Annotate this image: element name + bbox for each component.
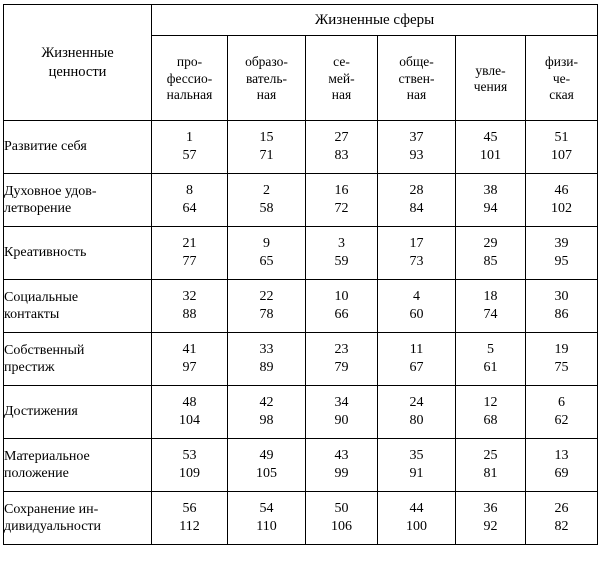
- data-cell: [378, 386, 456, 439]
- cell-bottom-value: 66: [334, 307, 349, 322]
- column-header-social: [378, 36, 456, 121]
- cell-bottom-value: 80: [409, 413, 424, 428]
- data-cell: [228, 333, 306, 386]
- cell-top-value: 37: [409, 129, 424, 145]
- cell-top-value: 35: [409, 447, 424, 463]
- cell-top-value: 3: [338, 235, 345, 251]
- column-header-line: ная: [406, 87, 427, 103]
- cell-bottom-value: 64: [182, 201, 197, 216]
- corner-header-cell: [4, 5, 152, 121]
- data-cell: [152, 333, 228, 386]
- column-header-line: мей-: [328, 70, 355, 86]
- cell-bottom-value: 86: [554, 307, 569, 322]
- table-row: [4, 174, 598, 227]
- data-cell: [456, 174, 526, 227]
- cell-top-value: 53: [182, 447, 197, 463]
- cell-top-value: 49: [259, 447, 274, 463]
- cell-bottom-value: 67: [409, 360, 424, 375]
- column-header-family: [306, 36, 378, 121]
- row-label-line: Креативность: [4, 245, 87, 261]
- table-header-row-top: [4, 5, 598, 36]
- cell-bottom-value: 65: [259, 254, 274, 269]
- cell-top-value: 50: [334, 500, 349, 516]
- cell-bottom-value: 75: [554, 360, 569, 375]
- cell-bottom-value: 89: [259, 360, 274, 375]
- data-cell: [456, 280, 526, 333]
- data-cell: [152, 174, 228, 227]
- data-cell: [526, 333, 598, 386]
- data-cell: [526, 492, 598, 545]
- data-cell: [378, 492, 456, 545]
- cell-bottom-value: 84: [409, 201, 424, 216]
- document-page: [0, 4, 600, 568]
- column-header-line: образо-: [245, 54, 288, 70]
- row-label-own-prestige: [4, 333, 152, 386]
- data-cell: [378, 174, 456, 227]
- cell-bottom-value: 62: [554, 413, 569, 428]
- cell-bottom-value: 93: [409, 148, 424, 163]
- table-row: [4, 492, 598, 545]
- cell-bottom-value: 97: [182, 360, 197, 375]
- table-row: [4, 227, 598, 280]
- cell-top-value: 5: [487, 341, 494, 357]
- column-header-line: фессио-: [166, 70, 213, 86]
- data-cell: [456, 386, 526, 439]
- cell-bottom-value: 100: [406, 519, 427, 534]
- row-label-self-development: [4, 121, 152, 174]
- column-header-line: се-: [333, 54, 350, 70]
- row-label-line: Развитие себя: [4, 139, 87, 155]
- column-header-line: физи-: [545, 54, 579, 70]
- cell-bottom-value: 61: [483, 360, 498, 375]
- data-cell: [378, 227, 456, 280]
- row-label-line: летворение: [4, 201, 72, 216]
- row-label-line: Материальное: [4, 448, 90, 464]
- table-row: [4, 333, 598, 386]
- data-cell: [456, 121, 526, 174]
- data-cell: [228, 492, 306, 545]
- data-cell: [456, 439, 526, 492]
- cell-top-value: 25: [483, 447, 498, 463]
- cell-top-value: 6: [558, 394, 566, 410]
- cell-top-value: 51: [554, 129, 569, 145]
- cell-bottom-value: 95: [554, 254, 569, 269]
- cell-top-value: 2: [263, 182, 270, 198]
- data-cell: [152, 227, 228, 280]
- cell-bottom-value: 60: [409, 307, 424, 322]
- cell-top-value: 9: [263, 235, 270, 251]
- cell-top-value: 4: [413, 288, 420, 304]
- cell-top-value: 56: [182, 500, 197, 516]
- cell-bottom-value: 110: [256, 519, 277, 534]
- cell-bottom-value: 57: [182, 148, 197, 163]
- row-label-creativity: [4, 227, 152, 280]
- data-cell: [306, 333, 378, 386]
- cell-top-value: 38: [483, 182, 498, 198]
- data-cell: [228, 280, 306, 333]
- cell-bottom-value: 101: [480, 148, 501, 163]
- cell-top-value: 12: [483, 394, 498, 410]
- cell-bottom-value: 91: [409, 466, 424, 481]
- cell-top-value: 42: [259, 394, 274, 410]
- cell-top-value: 43: [334, 447, 349, 463]
- cell-bottom-value: 112: [179, 519, 200, 534]
- column-header-physical: [526, 36, 598, 121]
- column-header-line: ватель-: [245, 70, 288, 86]
- cell-top-value: 11: [409, 341, 424, 357]
- row-label-line: Сохранение ин-: [4, 501, 99, 517]
- data-cell: [152, 492, 228, 545]
- column-header-line: нальная: [166, 87, 213, 103]
- cell-bottom-value: 98: [259, 413, 274, 428]
- cell-top-value: 16: [334, 182, 349, 198]
- cell-top-value: 34: [334, 394, 349, 410]
- cell-top-value: 48: [182, 394, 197, 410]
- cell-top-value: 45: [483, 129, 498, 145]
- cell-top-value: 26: [554, 500, 569, 516]
- data-cell: [306, 280, 378, 333]
- data-cell: [456, 333, 526, 386]
- cell-bottom-value: 102: [551, 201, 573, 216]
- cell-bottom-value: 72: [334, 201, 349, 216]
- cell-bottom-value: 73: [409, 254, 424, 269]
- cell-bottom-value: 81: [483, 466, 498, 481]
- cell-bottom-value: 105: [256, 466, 277, 481]
- column-header-professional: [152, 36, 228, 121]
- group-header-cell: Жизненные сферы: [152, 5, 598, 36]
- column-header-line: про-: [176, 54, 203, 70]
- cell-bottom-value: 68: [483, 413, 498, 428]
- cell-bottom-value: 90: [334, 413, 349, 428]
- cell-top-value: 39: [554, 235, 569, 251]
- cell-bottom-value: 74: [483, 307, 498, 322]
- cell-top-value: 28: [409, 182, 424, 198]
- cell-top-value: 46: [554, 182, 569, 198]
- data-cell: [378, 439, 456, 492]
- data-cell: [526, 121, 598, 174]
- cell-bottom-value: 88: [182, 307, 197, 322]
- cell-top-value: 17: [409, 235, 424, 251]
- cell-top-value: 32: [182, 288, 197, 304]
- cell-top-value: 22: [259, 288, 274, 304]
- column-header-line: увле-: [475, 62, 506, 78]
- cell-bottom-value: 78: [259, 307, 274, 322]
- data-cell: [456, 227, 526, 280]
- table-row: [4, 280, 598, 333]
- table-row: [4, 121, 598, 174]
- data-cell: [306, 439, 378, 492]
- data-cell: [526, 386, 598, 439]
- data-cell: [152, 280, 228, 333]
- cell-bottom-value: 92: [483, 519, 498, 534]
- row-label-line: контакты: [4, 307, 60, 322]
- data-cell: [228, 227, 306, 280]
- cell-top-value: 10: [334, 288, 349, 304]
- row-label-spiritual-satisfaction: [4, 174, 152, 227]
- values-spheres-table: [3, 4, 598, 545]
- cell-bottom-value: 82: [554, 519, 569, 534]
- cell-bottom-value: 107: [551, 148, 573, 163]
- data-cell: [228, 439, 306, 492]
- column-header-line: че-: [552, 70, 571, 86]
- column-header-hobbies: [456, 36, 526, 121]
- cell-top-value: 23: [334, 341, 349, 357]
- column-header-educational: [228, 36, 306, 121]
- data-cell: [378, 333, 456, 386]
- cell-bottom-value: 79: [334, 360, 349, 375]
- data-cell: [526, 227, 598, 280]
- row-label-material-position: [4, 439, 152, 492]
- cell-bottom-value: 109: [179, 466, 200, 481]
- data-cell: [526, 174, 598, 227]
- data-cell: [378, 280, 456, 333]
- cell-top-value: 33: [259, 341, 274, 357]
- cell-bottom-value: 99: [334, 466, 349, 481]
- cell-top-value: 1: [186, 129, 193, 145]
- data-cell: [228, 174, 306, 227]
- cell-top-value: 29: [483, 235, 498, 251]
- data-cell: [306, 492, 378, 545]
- corner-header-line-2: ценности: [48, 63, 107, 80]
- cell-bottom-value: 106: [331, 519, 352, 534]
- cell-top-value: 24: [409, 394, 424, 410]
- cell-bottom-value: 59: [334, 254, 349, 269]
- cell-bottom-value: 104: [179, 413, 200, 428]
- data-cell: [456, 492, 526, 545]
- data-cell: [526, 439, 598, 492]
- cell-top-value: 19: [554, 341, 569, 357]
- data-cell: [526, 280, 598, 333]
- cell-top-value: 27: [334, 129, 349, 145]
- cell-top-value: 18: [483, 288, 498, 304]
- cell-bottom-value: 69: [554, 466, 569, 481]
- cell-top-value: 21: [182, 235, 197, 251]
- row-label-preserving-individuality: [4, 492, 152, 545]
- data-cell: [306, 174, 378, 227]
- cell-bottom-value: 77: [182, 254, 197, 269]
- table-row: [4, 439, 598, 492]
- cell-bottom-value: 85: [483, 254, 498, 269]
- cell-bottom-value: 83: [334, 148, 349, 163]
- corner-header-line-1: Жизненные: [41, 45, 114, 62]
- column-header-line: чения: [473, 79, 508, 94]
- cell-top-value: 36: [483, 500, 498, 516]
- row-label-line: дивидуальности: [4, 519, 102, 534]
- data-cell: [152, 439, 228, 492]
- cell-top-value: 41: [182, 341, 197, 357]
- cell-top-value: 54: [259, 500, 274, 516]
- row-label-line: Духовное удов-: [4, 183, 97, 199]
- cell-bottom-value: 94: [483, 201, 498, 216]
- column-header-line: ная: [256, 87, 277, 103]
- column-header-line: ная: [331, 87, 352, 103]
- cell-bottom-value: 71: [259, 148, 274, 163]
- cell-top-value: 15: [259, 129, 274, 145]
- data-cell: [228, 121, 306, 174]
- data-cell: [152, 121, 228, 174]
- data-cell: [228, 386, 306, 439]
- table-row: [4, 386, 598, 439]
- cell-top-value: 8: [186, 182, 193, 198]
- row-label-line: престиж: [4, 360, 55, 375]
- cell-top-value: 30: [554, 288, 569, 304]
- row-label-achievements: [4, 386, 152, 439]
- column-header-line: ская: [549, 87, 574, 103]
- data-cell: [378, 121, 456, 174]
- row-label-line: Достижения: [4, 404, 78, 420]
- data-cell: [306, 121, 378, 174]
- row-label-social-contacts: [4, 280, 152, 333]
- row-label-line: Социальные: [4, 289, 79, 305]
- cell-top-value: 44: [409, 500, 424, 516]
- column-header-line: ствен-: [398, 70, 435, 86]
- data-cell: [306, 227, 378, 280]
- data-cell: [306, 386, 378, 439]
- cell-bottom-value: 58: [259, 201, 274, 216]
- data-cell: [152, 386, 228, 439]
- column-header-line: обще-: [399, 54, 434, 70]
- cell-top-value: 13: [554, 447, 569, 463]
- row-label-line: положение: [4, 466, 69, 481]
- row-label-line: Собственный: [4, 342, 85, 358]
